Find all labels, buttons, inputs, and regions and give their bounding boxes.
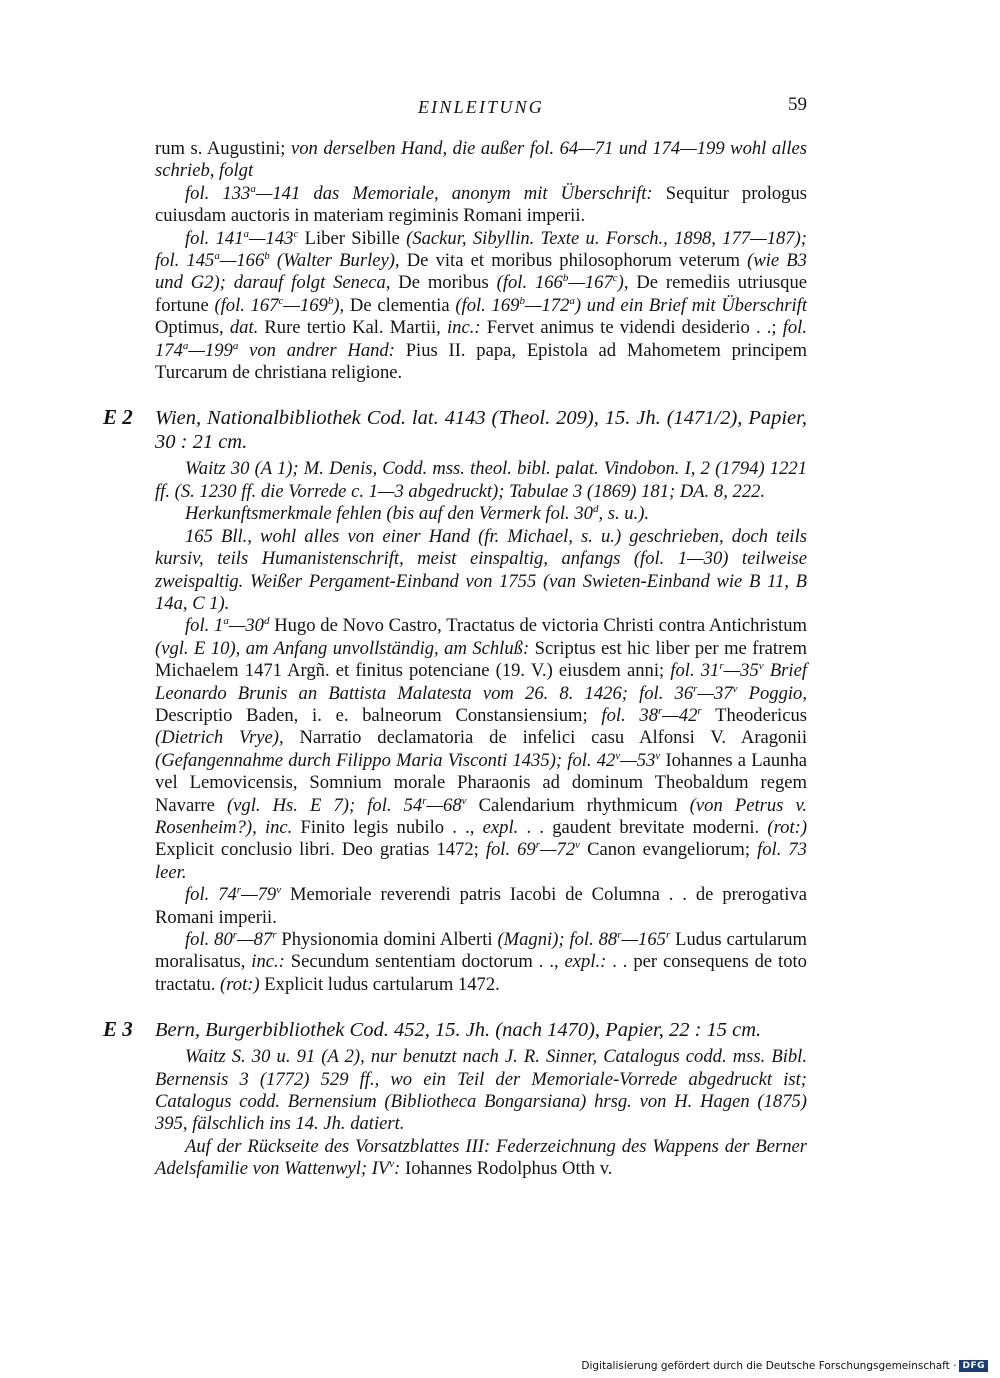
page-body xyxy=(103,138,808,1181)
literature-paragraph: Waitz S. 30 u. 91 (A 2), nur benutzt nach J. R. Sinner, Catalogus codd. mss. Bibl. Bernensis 3 (1772) 529 ff., wo ein Teil der Memoriale-Vorrede abgedruckt ist; Catalogus codd. Bernensium (Bibliotheca Bongarsiana) hrsg. von H. Hagen (1875) 395, fälschlich ins 14. Jh. datiert. xyxy=(155,1046,807,1135)
entry-siglum: E 3 xyxy=(103,1017,133,1042)
paragraph-continuation: rum s. Augustini; von derselben Hand, die außer fol. 64—71 und 174—199 wohl alles schrieb, folgt xyxy=(155,138,807,182)
entry-title: Wien, Nationalbibliothek Cod. lat. 4143 (Theol. 209), 15. Jh. (1471/2), Papier, 30 : 21 cm. xyxy=(155,407,807,454)
running-title: EINLEITUNG xyxy=(417,97,544,117)
literature-paragraph: Waitz 30 (A 1); M. Denis, Codd. mss. theol. bibl. palat. Vindobon. I, 2 (1794) 1221 ff. (S. 1230 ff. die Vorrede c. 1—3 abgedruckt); Tabulae 3 (1869) 181; DA. 8, 222. xyxy=(155,458,807,502)
manuscript-entry-e2 xyxy=(103,405,808,996)
physionomia-paragraph: fol. 80$^r$—87$^r$ Physionomia domini Alberti (Magni); fol. 88$^r$—165$^r$ Ludus cartularum moralisatus, inc.: Secundum sententiam doctorum . ., expl.: . . per consequens de toto tractatu. (rot:) Explicit ludus cartularum 1472. xyxy=(155,928,808,995)
memoriale-paragraph: fol. 74$^r$—79$^v$ Memoriale reverendi patris Iacobi de Columna . . de prerogativa Romani imperii. xyxy=(155,884,807,928)
entry-siglum: E 2 xyxy=(103,405,133,430)
paragraph-memoriale: fol. 133$^a$—141 das Memoriale, anonym mit Überschrift: Sequitur prologus cuiusdam auctoris in materiam regiminis Romani imperii. xyxy=(155,182,807,227)
description-paragraph: 165 Bll., wohl alles von einer Hand (fr. Michael, s. u.) geschrieben, doch teils kursiv, teils Humanistenschrift, meist einspaltig, anfangs (fol. 1—30) teilweise zweispaltig. Weißer Pergament-Einband von 1755 (van Swieten-Einband wie B 11, B 14a, C 1). xyxy=(155,525,807,614)
dfg-logo: DFG xyxy=(959,1360,988,1372)
provenance-paragraph: Herkunftsmerkmale fehlen (bis auf den Vermerk fol. 30$^d$, s. u.). xyxy=(185,503,650,525)
manuscript-entry-e3 xyxy=(103,1017,807,1180)
contents-paragraph: fol. 1$^a$—30$^d$ Hugo de Novo Castro, Tractatus de victoria Christi contra Antichristum (vgl. E 10), am Anfang unvollständig, am Schluß: Scriptus est hic liber per me fratrem Michaelem 1471 Argñ. et finitus potenciane (19. V.) eiusdem anni; fol. 31$^r$—35$^v$ Brief Leonardo Brunis an Battista Malatesta vom 26. 8. 1426; fol. 36$^r$—37$^v$ Poggio, Descriptio Baden, i. e. balneorum Constansiensium; fol. 38$^r$—42$^r$ Theodericus (Dietrich Vrye), Narratio declamatoria de infelici casu Alfonsi V. Aragonii (Gefangennahme durch Filippo Maria Visconti 1435); fol. 42$^v$—53$^v$ Iohannes a Launha vel Lemovicensis, Somnium morale Pharaonis ad dominum Theobaldum regem Navarre (vgl. Hs. E 7); fol. 54$^r$—68$^v$ Calendarium rhythmicum (von Petrus v. Rosenheim?), inc. Finito legis nubilo . ., expl. . . gaudent brevitate moderni. (rot:) Explicit conclusio libri. Deo gratias 1472; fol. 69$^r$—72$^v$ Canon evangeliorum; fol. 73 leer. xyxy=(155,615,808,883)
page-number: 59 xyxy=(788,94,807,115)
credit-text: Digitalisierung gefördert durch die Deutsche Forschungsgemeinschaft · xyxy=(581,1360,957,1372)
digitization-credit xyxy=(581,1360,988,1372)
entry-title: Bern, Burgerbibliothek Cod. 452, 15. Jh. (nach 1470), Papier, 22 : 15 cm. xyxy=(155,1019,762,1042)
binding-paragraph: Auf der Rückseite des Vorsatzblattes III: Federzeichnung des Wappens der Berner Adelsfamilie von Wattenwyl; $IV^v$: Iohannes Rodolphus Otth v. xyxy=(155,1135,807,1180)
page-header xyxy=(155,94,807,120)
paragraph-sibille: fol. 141$^a$—143$^c$ Liber Sibille (Sackur, Sibyllin. Texte u. Forsch., 1898, 177—187); fol. 145$^a$—166$^b$ (Walter Burley), De vita et moribus philosophorum veterum (wie B3 und G2); darauf folgt Seneca, De moribus (fol. 166$^b$—167$^c$), De remediis utriusque fortune (fol. 167$^c$—169$^b$), De clementia (fol. 169$^b$—172$^a$) und ein Brief mit Überschrift Optimus, dat. Rure tertio Kal. Martii, inc.: Fervet animus te videndi desiderio . .; fol. 174$^a$—199$^a$ von andrer Hand: Pius II. papa, Epistola ad Mahometem principem Turcarum de christiana religione. xyxy=(155,227,807,384)
